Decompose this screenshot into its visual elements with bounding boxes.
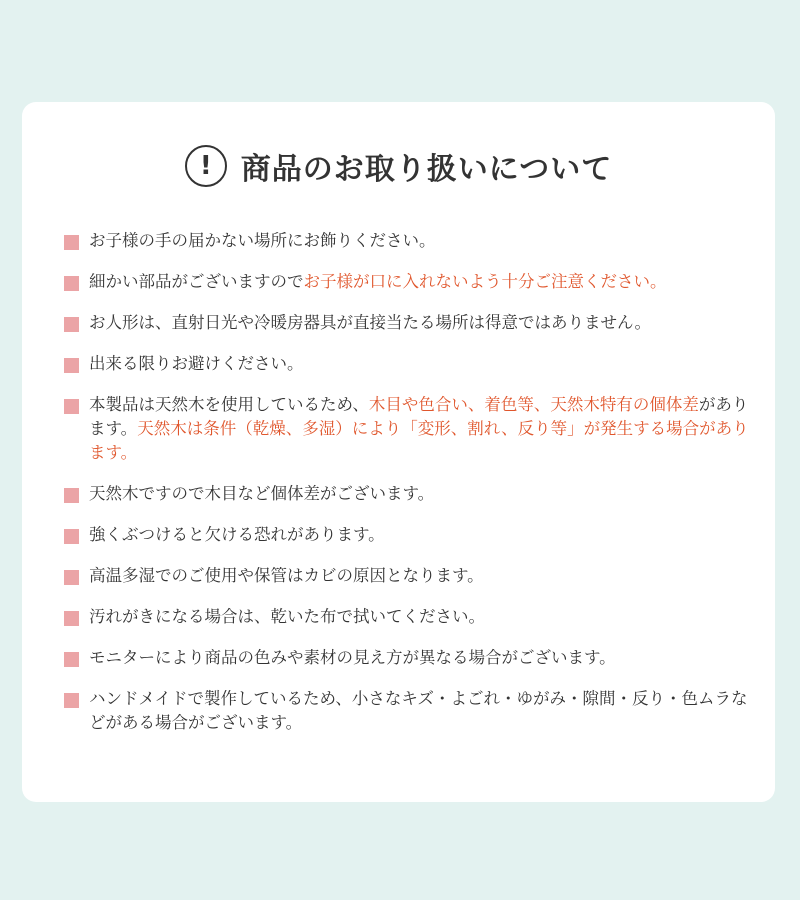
notes-list: [64, 229, 754, 752]
notice-card: [22, 102, 775, 802]
bullet-square-icon: [64, 652, 79, 667]
bullet-square-icon: [64, 488, 79, 503]
notice-item: [64, 393, 754, 465]
bullet-square-icon: [64, 358, 79, 373]
bullet-square-icon: [64, 693, 79, 708]
notice-text: お子様の手の届かない場所にお飾りください。: [89, 231, 436, 250]
bullet-square-icon: [64, 235, 79, 250]
bullet-square-icon: [64, 317, 79, 332]
notice-text: 細かい部品がございますので: [89, 272, 304, 291]
title-row: [22, 144, 775, 188]
notice-text: 天然木ですので木目など個体差がございます。: [89, 484, 435, 503]
notice-item: [64, 352, 754, 376]
notice-text: 高温多湿でのご使用や保管はカビの原因となります。: [89, 566, 484, 585]
notice-item: [64, 523, 754, 547]
notice-item: [64, 564, 754, 588]
bullet-square-icon: [64, 611, 79, 626]
notice-item: [64, 646, 754, 670]
notice-text: があります。: [89, 395, 749, 438]
notice-text: 汚れがきになる場合は、乾いた布で拭いてください。: [89, 607, 485, 626]
notice-text-highlight: 天然木は条件（乾燥、多湿）により「変形、割れ、反り等」が発生する場合があります。: [89, 419, 749, 462]
notice-text-highlight: 木目や色合い、着色等、天然木特有の個体差: [368, 395, 699, 414]
notice-text: ハンドメイドで製作しているため、小さなキズ・よごれ・ゆがみ・隙間・反り・色ムラなどがある場合がございます。: [89, 689, 748, 732]
notice-text: 本製品は天然木を使用しているため、: [89, 395, 369, 414]
notice-text-highlight: お子様が口に入れないよう十分ご注意ください。: [303, 272, 667, 291]
page-title: 商品のお取り扱いについて: [240, 152, 613, 187]
notice-item: [64, 270, 754, 294]
notice-item: [64, 482, 754, 506]
notice-text: 強くぶつけると欠ける恐れがあります。: [89, 525, 385, 544]
bullet-square-icon: [64, 570, 79, 585]
notice-item: [64, 605, 754, 629]
bullet-square-icon: [64, 276, 79, 291]
notice-text: お人形は、直射日光や冷暖房器具が直接当たる場所は得意ではありません。: [89, 313, 651, 332]
bullet-square-icon: [64, 529, 79, 544]
exclamation-circle-icon: !: [185, 145, 227, 187]
bullet-square-icon: [64, 399, 79, 414]
notice-item: [64, 687, 754, 735]
notice-item: [64, 311, 754, 335]
notice-text: 出来る限りお避けください。: [89, 354, 304, 373]
notice-item: [64, 229, 754, 253]
notice-text: モニターにより商品の色みや素材の見え方が異なる場合がございます。: [89, 648, 616, 667]
